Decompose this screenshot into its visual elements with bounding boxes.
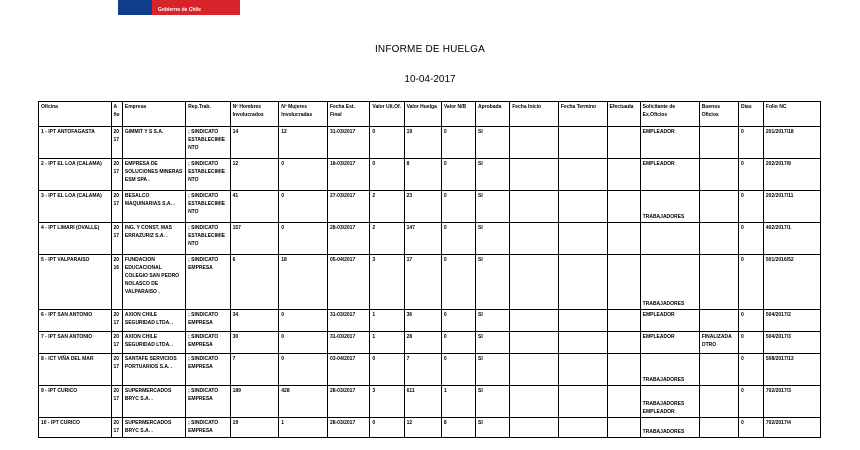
table-cell: 28-03/2017 (327, 223, 369, 255)
table-cell: 3 (370, 255, 404, 310)
table-cell (558, 223, 607, 255)
table-cell (558, 255, 607, 310)
column-header: Fecha Inicio (510, 102, 559, 127)
table-cell: 28-03/2017 (327, 386, 369, 418)
column-header: Valor N/B (441, 102, 475, 127)
table-cell: 1 (279, 418, 328, 438)
table-cell: 2017 (111, 418, 122, 438)
table-cell: 0 (739, 386, 764, 418)
table-cell (558, 310, 607, 332)
logo-text: Gobierno de Chile (158, 7, 202, 13)
column-header: Fecha Est. Final (327, 102, 369, 127)
table-cell (510, 332, 559, 354)
table-cell: 0 (279, 159, 328, 191)
table-cell: ; SINDICATO ESTABLECIMIENTO (186, 159, 231, 191)
table-cell (558, 418, 607, 438)
table-cell: 2 - IPT EL LOA (CALAMA) (39, 159, 112, 191)
table-cell (607, 159, 640, 191)
report-date: 10-04-2017 (404, 74, 456, 85)
table-cell: 0 (739, 418, 764, 438)
table-cell: SI (476, 127, 510, 159)
table-cell: 508/2017/13 (763, 354, 820, 386)
table-cell (607, 255, 640, 310)
table-cell (510, 386, 559, 418)
logo-red-block (152, 0, 240, 15)
table-cell: 18-03/2017 (327, 159, 369, 191)
table-cell: ; SINDICATO EMPRESA (186, 332, 231, 354)
table-cell: 501/2016/52 (763, 255, 820, 310)
table-cell: EMPLEADOR (640, 159, 699, 191)
table-cell: 0 (441, 255, 475, 310)
table-cell (510, 223, 559, 255)
table-cell: 0 (441, 223, 475, 255)
table-cell (607, 354, 640, 386)
table-cell: 2016 (111, 255, 122, 310)
table-cell: 0 (739, 191, 764, 223)
table-cell: 157 (230, 223, 279, 255)
table-cell (607, 223, 640, 255)
table-cell: ; SINDICATO EMPRESA (186, 386, 231, 418)
table-cell: 3 (370, 386, 404, 418)
table-cell: 201/2017/18 (763, 127, 820, 159)
table-cell: 8 (404, 159, 441, 191)
column-header: Aprobada (476, 102, 510, 127)
table-cell (558, 127, 607, 159)
table-cell: EMPLEADOR (640, 310, 699, 332)
table-cell: 7 - IPT SAN ANTONIO (39, 332, 112, 354)
table-cell (558, 332, 607, 354)
table-cell: 34 (230, 310, 279, 332)
table-cell: 6 - IPT SAN ANTONIO (39, 310, 112, 332)
table-cell (699, 255, 738, 310)
table-cell: TRABAJADORES (640, 191, 699, 223)
table-cell (699, 418, 738, 438)
table-cell: SI (476, 332, 510, 354)
table-cell: 0 (441, 310, 475, 332)
table-cell: ING. Y CONST. MAS ERRAZURIZ S.A. . (122, 223, 185, 255)
table-cell: 2017 (111, 354, 122, 386)
table-cell (699, 386, 738, 418)
table-cell: EMPLEADOR (640, 332, 699, 354)
table-cell: 19 (230, 418, 279, 438)
table-cell: SUPERMERCADOS BRYC S.A. . (122, 418, 185, 438)
table-cell: 28-03/2017 (327, 418, 369, 438)
column-header: Valor Huelga (404, 102, 441, 127)
table-cell: SI (476, 255, 510, 310)
table-cell (558, 159, 607, 191)
table-cell: 147 (404, 223, 441, 255)
table-cell: GIMMIT Y S S.A. (122, 127, 185, 159)
table-cell: TRABAJADORES EMPLEADOR (640, 386, 699, 418)
table-cell: 17 (404, 255, 441, 310)
table-row (39, 310, 821, 332)
table-cell (607, 418, 640, 438)
table-cell: BESALCO MAQUINARIAS S.A. . (122, 191, 185, 223)
table-cell: 2017 (111, 159, 122, 191)
table-cell (607, 386, 640, 418)
table-cell (607, 191, 640, 223)
table-cell: 0 (739, 354, 764, 386)
table-cell: 0 (739, 127, 764, 159)
table-cell: 504/2017/2 (763, 310, 820, 332)
table-cell: ; SINDICATO ESTABLECIMIENTO (186, 223, 231, 255)
table-cell: 0 (370, 418, 404, 438)
table-cell: 202/2017/11 (763, 191, 820, 223)
table-cell (558, 354, 607, 386)
table-cell: 2017 (111, 310, 122, 332)
table-cell (699, 223, 738, 255)
table-cell: 12 (230, 159, 279, 191)
table-cell: 0 (739, 223, 764, 255)
table-cell (510, 255, 559, 310)
strike-report-table (38, 101, 821, 438)
table-row (39, 418, 821, 438)
table-cell (607, 332, 640, 354)
table-cell (699, 159, 738, 191)
table-cell: 31-03/2017 (327, 332, 369, 354)
table-cell: 05-04/2017 (327, 255, 369, 310)
table-cell (510, 127, 559, 159)
table-cell: 0 (441, 159, 475, 191)
table-cell: FINALIZADA OTRO (699, 332, 738, 354)
table-cell: 0 (739, 255, 764, 310)
table-cell: SANTAFE SERVICIOS PORTUARIOS S.A. . (122, 354, 185, 386)
table-cell (607, 310, 640, 332)
table-cell (558, 386, 607, 418)
table-cell: 1 (370, 310, 404, 332)
table-cell: TRABAJADORES (640, 418, 699, 438)
table-row (39, 159, 821, 191)
table-cell: 27-03/2017 (327, 191, 369, 223)
column-header: Días (739, 102, 764, 127)
table-cell: 0 (441, 191, 475, 223)
table-body (39, 127, 821, 438)
table-cell: 3 - IPT EL LOA (CALAMA) (39, 191, 112, 223)
table-cell: 0 (739, 159, 764, 191)
table-cell: 7 (230, 354, 279, 386)
table-cell: AXION CHILE SEGURIDAD LTDA. . (122, 310, 185, 332)
table-cell: 0 (279, 310, 328, 332)
table-cell: 0 (279, 332, 328, 354)
column-header: Empresa (122, 102, 185, 127)
table-row (39, 127, 821, 159)
column-header: Buenos Oficios (699, 102, 738, 127)
column-header: Folio NC (763, 102, 820, 127)
table-cell: 702/2017/3 (763, 386, 820, 418)
table-cell: 0 (279, 354, 328, 386)
table-cell: AXION CHILE SEGURIDAD LTDA. . (122, 332, 185, 354)
table-cell (699, 127, 738, 159)
table-cell: 8 - ICT VIÑA DEL MAR (39, 354, 112, 386)
table-row (39, 332, 821, 354)
table-cell: 2017 (111, 332, 122, 354)
table-cell: 611 (404, 386, 441, 418)
table-cell: 428 (279, 386, 328, 418)
column-header: Fecha Termino (558, 102, 607, 127)
table-cell: 0 (370, 159, 404, 191)
table-cell: 189 (230, 386, 279, 418)
table-cell: SI (476, 159, 510, 191)
table-cell: ; SINDICATO ESTABLECIMIENTO (186, 127, 231, 159)
table-cell: 0 (739, 310, 764, 332)
table-cell (510, 418, 559, 438)
table-cell: 8 (441, 418, 475, 438)
table-cell: 31-03/2017 (327, 127, 369, 159)
table-cell: 402/2017/1 (763, 223, 820, 255)
table-cell: 5 - IPT VALPARAISO (39, 255, 112, 310)
table-cell: 2017 (111, 223, 122, 255)
table-cell: TRABAJADORES (640, 255, 699, 310)
column-header: Oficina (39, 102, 112, 127)
table-cell: 0 (441, 127, 475, 159)
table-cell: SI (476, 223, 510, 255)
table-cell: 14 (230, 127, 279, 159)
table-cell (699, 191, 738, 223)
table-cell: 2017 (111, 386, 122, 418)
table-cell: TRABAJADORES (640, 354, 699, 386)
table-cell (510, 354, 559, 386)
table-cell: 10 - IPT CURICO (39, 418, 112, 438)
table-cell: 6 (230, 255, 279, 310)
table-cell (558, 191, 607, 223)
table-cell: 30 (230, 332, 279, 354)
table-cell: 23 (404, 191, 441, 223)
table-cell: ; SINDICATO EMPRESA (186, 418, 231, 438)
table-cell: 2 (370, 223, 404, 255)
table-cell: 202/2017/8 (763, 159, 820, 191)
table-cell (640, 223, 699, 255)
table-cell: 0 (441, 332, 475, 354)
table-cell: 702/2017/4 (763, 418, 820, 438)
table-cell: 19 (404, 127, 441, 159)
table-cell: 4 - IPT LIMARI (OVALLE) (39, 223, 112, 255)
table-cell (510, 159, 559, 191)
table-cell: SI (476, 418, 510, 438)
table-cell: 12 (404, 418, 441, 438)
table-cell: SI (476, 386, 510, 418)
table-cell: 0 (370, 354, 404, 386)
table-cell: SI (476, 310, 510, 332)
table-cell (607, 127, 640, 159)
table-cell (699, 310, 738, 332)
table-cell: 31-03/2017 (327, 310, 369, 332)
table-cell: 0 (279, 191, 328, 223)
table-cell: 12 (279, 127, 328, 159)
table-cell: ; SINDICATO ESTABLECIMIENTO (186, 191, 231, 223)
table-row (39, 191, 821, 223)
table-cell: 03-04/2017 (327, 354, 369, 386)
table-cell: 18 (279, 255, 328, 310)
table-cell: 2017 (111, 191, 122, 223)
column-header: Efectuada (607, 102, 640, 127)
table-cell: SI (476, 354, 510, 386)
table-cell (510, 191, 559, 223)
table-cell: 2017 (111, 127, 122, 159)
logo-blue-block (118, 0, 152, 15)
column-header: Nº Mujeres Involucradas (279, 102, 328, 127)
table-cell: EMPLEADOR (640, 127, 699, 159)
table-cell: 1 (370, 332, 404, 354)
table-cell: ; SINDICATO EMPRESA (186, 255, 231, 310)
table-row (39, 354, 821, 386)
table-cell: ; SINDICATO EMPRESA (186, 354, 231, 386)
table-cell: 41 (230, 191, 279, 223)
table-cell: 1 - IPT ANTOFAGASTA (39, 127, 112, 159)
table-row (39, 255, 821, 310)
table-header-row (39, 102, 821, 127)
table-cell: 0 (441, 354, 475, 386)
table-cell: 28 (404, 332, 441, 354)
table-cell: 9 - IPT CURICO (39, 386, 112, 418)
table-cell: 2 (370, 191, 404, 223)
column-header: Nº Hombres Involucrados (230, 102, 279, 127)
column-header: Valor Ult.Of. (370, 102, 404, 127)
table-cell: EMPRESA DE SOLUCIONES MINERAS ESM SPA . (122, 159, 185, 191)
table-cell: SUPERMERCADOS BRYC S.A. . (122, 386, 185, 418)
column-header: Año (111, 102, 122, 127)
table-row (39, 386, 821, 418)
table-cell (510, 310, 559, 332)
table-cell (699, 354, 738, 386)
column-header: Solicitante de Ex.Oficios (640, 102, 699, 127)
table-cell: 504/2017/3 (763, 332, 820, 354)
table-cell: 36 (404, 310, 441, 332)
table-cell: 1 (441, 386, 475, 418)
table-cell: 0 (370, 127, 404, 159)
column-header: Rep.Trab. (186, 102, 231, 127)
table-cell: 0 (739, 332, 764, 354)
table-cell: SI (476, 191, 510, 223)
table-row (39, 223, 821, 255)
table-cell: ; SINDICATO EMPRESA (186, 310, 231, 332)
table-cell: FUNDACION EDUCACIONAL COLEGIO SAN PEDRO NOLASCO DE VALPARAISO . (122, 255, 185, 310)
table-cell: 0 (279, 223, 328, 255)
gobierno-de-chile-logo (118, 0, 240, 15)
report-title: INFORME DE HUELGA (374, 44, 486, 55)
table-cell: 7 (404, 354, 441, 386)
